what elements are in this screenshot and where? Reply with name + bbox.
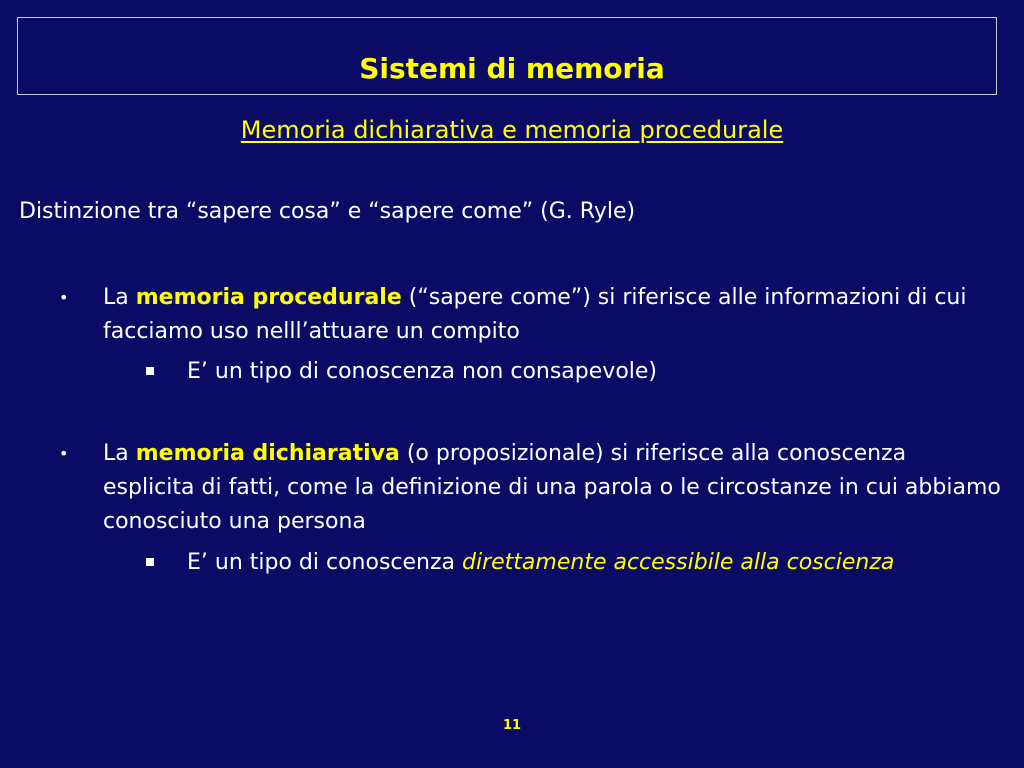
subbullet-text: E’ un tipo di conoscenza non consapevole): [187, 359, 658, 384]
bullet-highlight: memoria procedurale: [135, 285, 402, 310]
bullet-highlight: memoria dichiarativa: [135, 441, 400, 466]
subbullet-procedural: [187, 355, 987, 389]
slide-title: Sistemi di memoria: [359, 52, 665, 85]
subbullet-italic: direttamente accessibile alla coscienza: [462, 550, 895, 575]
bullet-text: (o proposizionale) si riferisce alla conoscenza esplicita di fatti, come la definizione di una parola o le circostanze in cui abbiamo conosciuto una persona: [103, 441, 1001, 534]
slide-subtitle: Memoria dichiarativa e memoria procedurale: [240, 116, 784, 144]
bullet-icon: •: [59, 444, 69, 463]
square-bullet-icon: [146, 367, 154, 375]
subbullet-declarative: [187, 546, 987, 580]
intro-text: Distinzione tra “sapere cosa” e “sapere come” (G. Ryle): [19, 199, 636, 224]
page-number: 11: [502, 718, 522, 733]
bullet-declarative: [59, 437, 1003, 539]
square-bullet-icon: [146, 558, 154, 566]
bullet-text: (“sapere come”) si riferisce alle informazioni di cui facciamo uso nelll’attuare un compito: [103, 285, 967, 344]
bullet-prefix: La: [103, 441, 136, 466]
bullet-prefix: La: [103, 285, 136, 310]
bullet-icon: •: [59, 288, 69, 307]
subbullet-text: E’ un tipo di conoscenza: [187, 550, 463, 575]
bullet-procedural: [59, 281, 1003, 349]
